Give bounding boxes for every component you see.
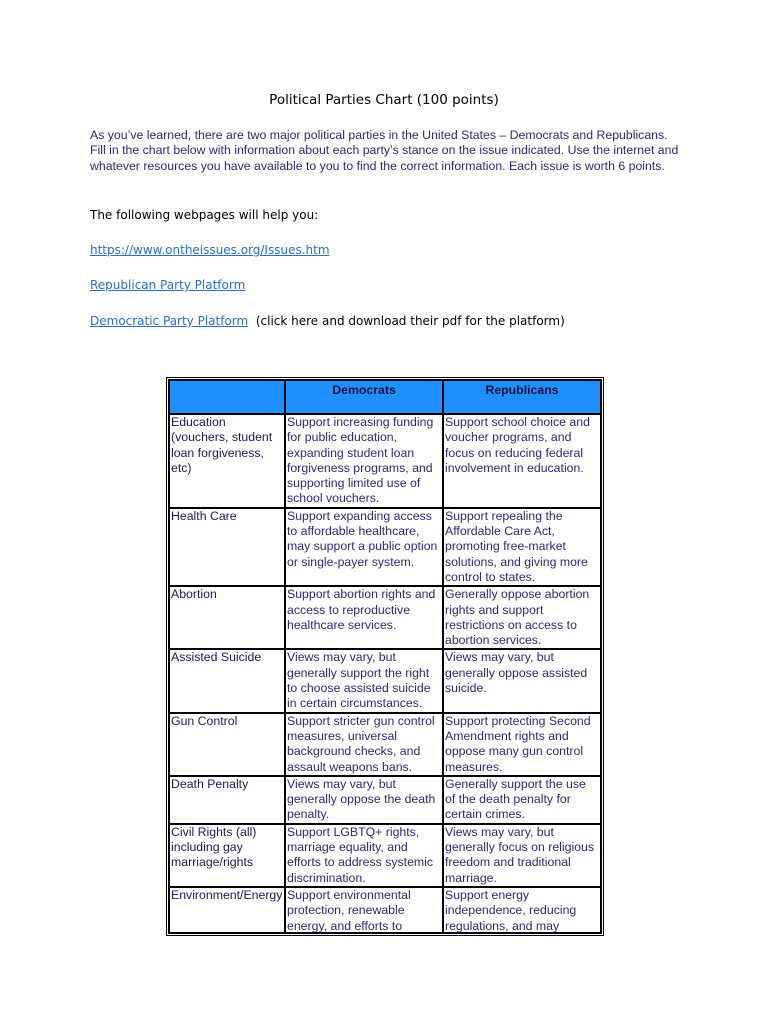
header-issue — [169, 380, 285, 414]
republicans-cell: Generally support the use of the death penalty for certain crimes. — [443, 776, 601, 824]
republicans-cell — [443, 887, 601, 933]
table-row — [169, 649, 601, 712]
issue-cell: Health Care — [169, 508, 285, 586]
table-row — [169, 414, 601, 508]
issue-cell: Death Penalty — [169, 776, 285, 824]
table-row — [169, 776, 601, 824]
democratic-platform-link-line — [90, 314, 565, 328]
republicans-cell: Support protecting Second Amendment rights and oppose many gun control measures. — [443, 713, 601, 776]
republicans-cell: Views may vary, but generally focus on religious freedom and traditional marriage. — [443, 824, 601, 887]
issue-cell — [169, 887, 285, 933]
republicans-cell-text: Support energy independence, reducing regulations, and may — [445, 887, 577, 932]
issue-cell: Abortion — [169, 586, 285, 649]
issue-cell: Civil Rights (all) including gay marriage/rights — [169, 824, 285, 887]
democrats-cell: Support LGBTQ+ rights, marriage equality, and efforts to address systemic discrimination. — [285, 824, 443, 887]
header-democrats: Democrats — [285, 380, 443, 414]
issue-cell: Assisted Suicide — [169, 649, 285, 712]
table-row — [169, 508, 601, 586]
democrats-cell: Views may vary, but generally oppose the death penalty. — [285, 776, 443, 824]
issue-cell: Gun Control — [169, 713, 285, 776]
republicans-cell: Support school choice and voucher programs, and focus on reducing federal involvement in education. — [443, 414, 601, 508]
political-parties-table — [166, 377, 604, 936]
helper-text: The following webpages will help you: — [90, 208, 319, 222]
democratic-platform-note: (click here and download their pdf for the platform) — [255, 314, 565, 328]
table-row — [169, 824, 601, 887]
democrats-cell: Support abortion rights and access to reproductive healthcare services. — [285, 586, 443, 649]
header-republicans: Republicans — [443, 380, 601, 414]
republican-platform-link[interactable]: Republican Party Platform — [90, 278, 246, 292]
document-title: Political Parties Chart (100 points) — [269, 92, 499, 108]
intro-paragraph: As you’ve learned, there are two major political parties in the United States – Democrats and Republicans. Fill in the chart below with information about each party’s stance on the issue indicated. Use the internet and whatever resources you have available to you to find the correct information. Each issue is worth 6 points. — [90, 128, 679, 173]
table-header-row — [169, 380, 601, 414]
democrats-cell: Support stricter gun control measures, universal background checks, and assault weapons bans. — [285, 713, 443, 776]
issue-cell: Education (vouchers, student loan forgiveness, etc) — [169, 414, 285, 508]
table-row — [169, 713, 601, 776]
democrats-cell: Support expanding access to affordable healthcare, may support a public option or single-payer system. — [285, 508, 443, 586]
democrats-cell: Support increasing funding for public education, expanding student loan forgiveness programs, and supporting limited use of school vouchers. — [285, 414, 443, 508]
table-row — [169, 586, 601, 649]
democrats-cell: Views may vary, but generally support the right to choose assisted suicide in certain circumstances. — [285, 649, 443, 712]
republicans-cell: Views may vary, but generally oppose assisted suicide. — [443, 649, 601, 712]
democratic-platform-link[interactable]: Democratic Party Platform — [90, 314, 249, 328]
issue-cell-text: Environment/Energy — [171, 887, 283, 902]
ontheissues-link[interactable]: https://www.ontheissues.org/Issues.htm — [90, 243, 330, 257]
democrats-cell — [285, 887, 443, 933]
table-row — [169, 887, 601, 933]
republican-platform-link-line — [90, 278, 245, 292]
republicans-cell: Generally oppose abortion rights and support restrictions on access to abortion services. — [443, 586, 601, 649]
republicans-cell: Support repealing the Affordable Care Act, promoting free-market solutions, and giving more control to states. — [443, 508, 601, 586]
democrats-cell-text: Support environmental protection, renewable energy, and efforts to — [287, 887, 411, 932]
ontheissues-link-line — [90, 243, 330, 257]
